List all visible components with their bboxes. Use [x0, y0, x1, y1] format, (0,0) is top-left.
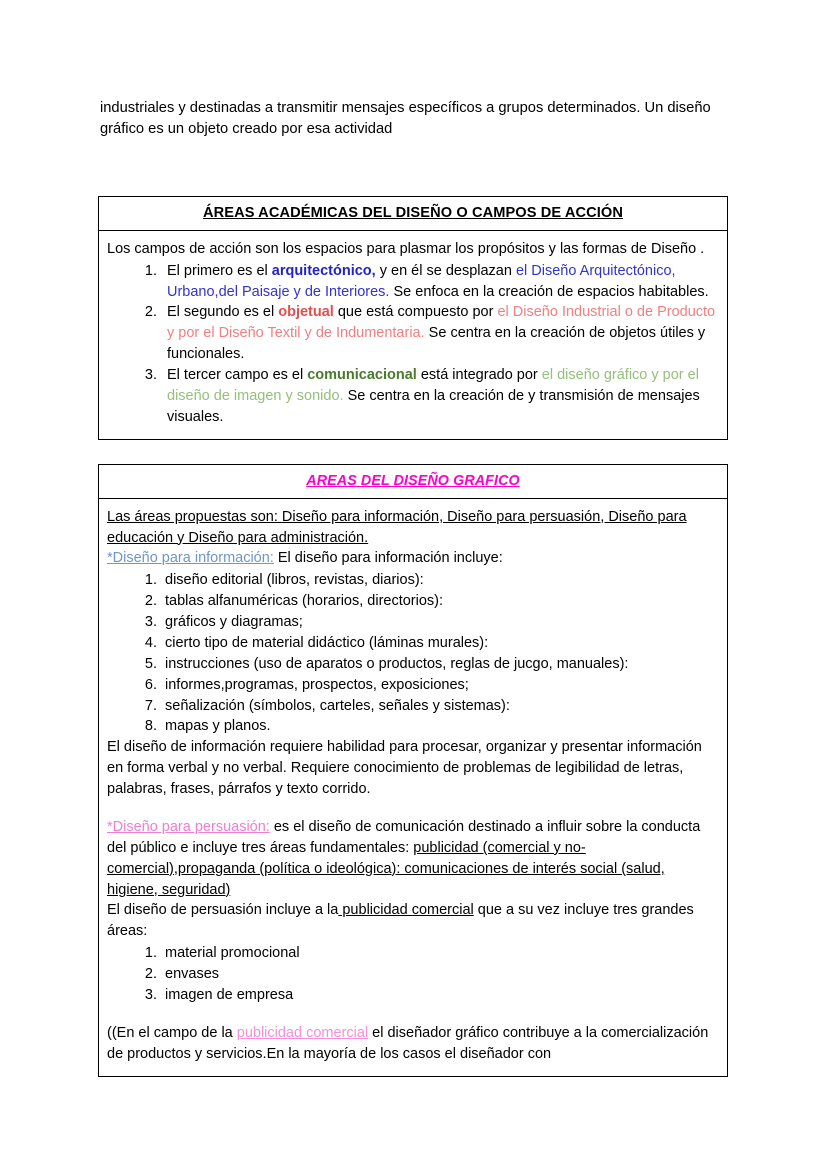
item-1-part-c: Se enfoca en la creación de espacios habitables. [389, 283, 709, 300]
box-one-header [99, 197, 727, 231]
item-2-colored: el Diseño Industrial o de Producto y por el Diseño Textil y de Indumentaria. [167, 304, 716, 342]
document-content [98, 98, 730, 1077]
list-item [161, 365, 717, 428]
seccion-persuasion-intro [107, 817, 717, 901]
item-1-part-b: y en él se desplazan [375, 262, 516, 279]
box-one-title: ÁREAS ACADÉMICAS DEL DISEÑO O CAMPOS DE ACCIÓN [202, 204, 623, 221]
intro-paragraph: industriales y destinadas a transmitir mensajes específicos a grupos determinados. Un diseño gráfico es un objeto creado por esa actividad [100, 100, 711, 137]
item-3-colored: el diseño gráfico y por el diseño de imagen y sonido. [167, 367, 699, 404]
list-item: 1. material promocional [161, 943, 717, 964]
box-one-body [99, 231, 727, 439]
seccion-persuasion-text-plain: es el diseño de comunicación destinado a influir sobre la conducta del público e incluye tres áreas fundamentales: [107, 818, 701, 856]
list-item: 2. tablas alfanuméricas (horarios, directorios): [161, 591, 717, 612]
diseno-informacion-list [107, 570, 717, 737]
campos-de-accion-list [107, 261, 717, 428]
item-3-keyword: comunicacional [307, 367, 417, 383]
diseno-informacion-closing: El diseño de información requiere habilidad para procesar, organizar y presentar información en forma verbal y no verbal. Requiere conocimiento de problemas de legibilidad de letras, palabras, frases, párrafos y texto corrido. [107, 739, 702, 797]
persuasion-final-a: ((En el campo de la [107, 1024, 237, 1041]
box-two-lead: Las áreas propuestas son: Diseño para información, Diseño para persuasión, Diseño para educación y Diseño para administración. [107, 508, 687, 546]
item-1-keyword: arquitectónico, [271, 262, 376, 279]
seccion-informacion-text: El diseño para información incluye: [273, 550, 503, 567]
item-2-part-a: El segundo es el [167, 304, 279, 321]
list-item: 5. instrucciones (uso de aparatos o productos, reglas de jucgo, manuales): [161, 654, 717, 675]
box-two-body [99, 499, 727, 1076]
box-areas-diseno-grafico [98, 464, 728, 1077]
list-item: 1. diseño editorial (libros, revistas, diarios): [161, 570, 717, 591]
list-item: 3. imagen de empresa [161, 985, 717, 1006]
list-item: 8. mapas y planos. [161, 716, 717, 737]
persuasion-followup [107, 900, 717, 942]
item-1-part-a: El primero es el [167, 262, 272, 279]
seccion-persuasion-text-underlined: publicidad (comercial y no-comercial),propaganda (política o ideológica): comunicaciones de interés social (salud, higiene, seguridad) [107, 839, 665, 898]
item-3-part-b: está integrado por [416, 367, 542, 383]
list-item: 6. informes,programas, prospectos, exposiciones; [161, 675, 717, 696]
persuasion-followup-b: que a su vez incluye tres grandes áreas: [107, 902, 694, 940]
publicidad-comercial-list [107, 943, 717, 1006]
item-3-part-c: Se centra en la creación de y transmisión de mensajes visuales. [167, 387, 700, 425]
box-two-title: AREAS DEL DISEÑO GRAFICO [306, 472, 520, 489]
persuasion-final-b: el diseñador gráfico contribuye a la comercialización de productos y servicios.En la mayoría de los casos el diseñador con [107, 1024, 709, 1062]
box-areas-academicas [98, 196, 728, 440]
item-2-keyword: objetual [278, 304, 334, 321]
seccion-informacion-intro [107, 548, 717, 569]
persuasion-final-paragraph [107, 1023, 717, 1065]
persuasion-followup-a: El diseño de persuasión incluye a la [107, 902, 339, 919]
seccion-persuasion-label: *Diseño para persuasión: [107, 818, 270, 835]
box-one-lead: Los campos de acción son los espacios para plasmar los propósitos y las formas de Diseño . [107, 240, 705, 257]
persuasion-final-link: publicidad comercial [236, 1024, 369, 1041]
list-item [161, 302, 717, 365]
list-item: 7. señalización (símbolos, carteles, señales y sistemas): [161, 696, 717, 717]
box-two-header [99, 465, 727, 499]
seccion-informacion-label: *Diseño para información: [107, 550, 274, 567]
item-2-part-b: que está compuesto por [333, 304, 498, 321]
list-item: 4. cierto tipo de material didáctico (láminas murales): [161, 633, 717, 654]
persuasion-publicidad-comercial: publicidad comercial [338, 902, 474, 919]
item-1-colored: el Diseño Arquitectónico, Urbano,del Paisaje y de Interiores. [167, 262, 676, 300]
list-item [161, 261, 717, 303]
item-3-part-a: El tercer campo es el [167, 367, 308, 383]
item-2-part-c: Se centra en la creación de objetos útiles y funcionales. [167, 325, 706, 363]
list-item: 3. gráficos y diagramas; [161, 612, 717, 633]
list-item: 2. envases [161, 964, 717, 985]
